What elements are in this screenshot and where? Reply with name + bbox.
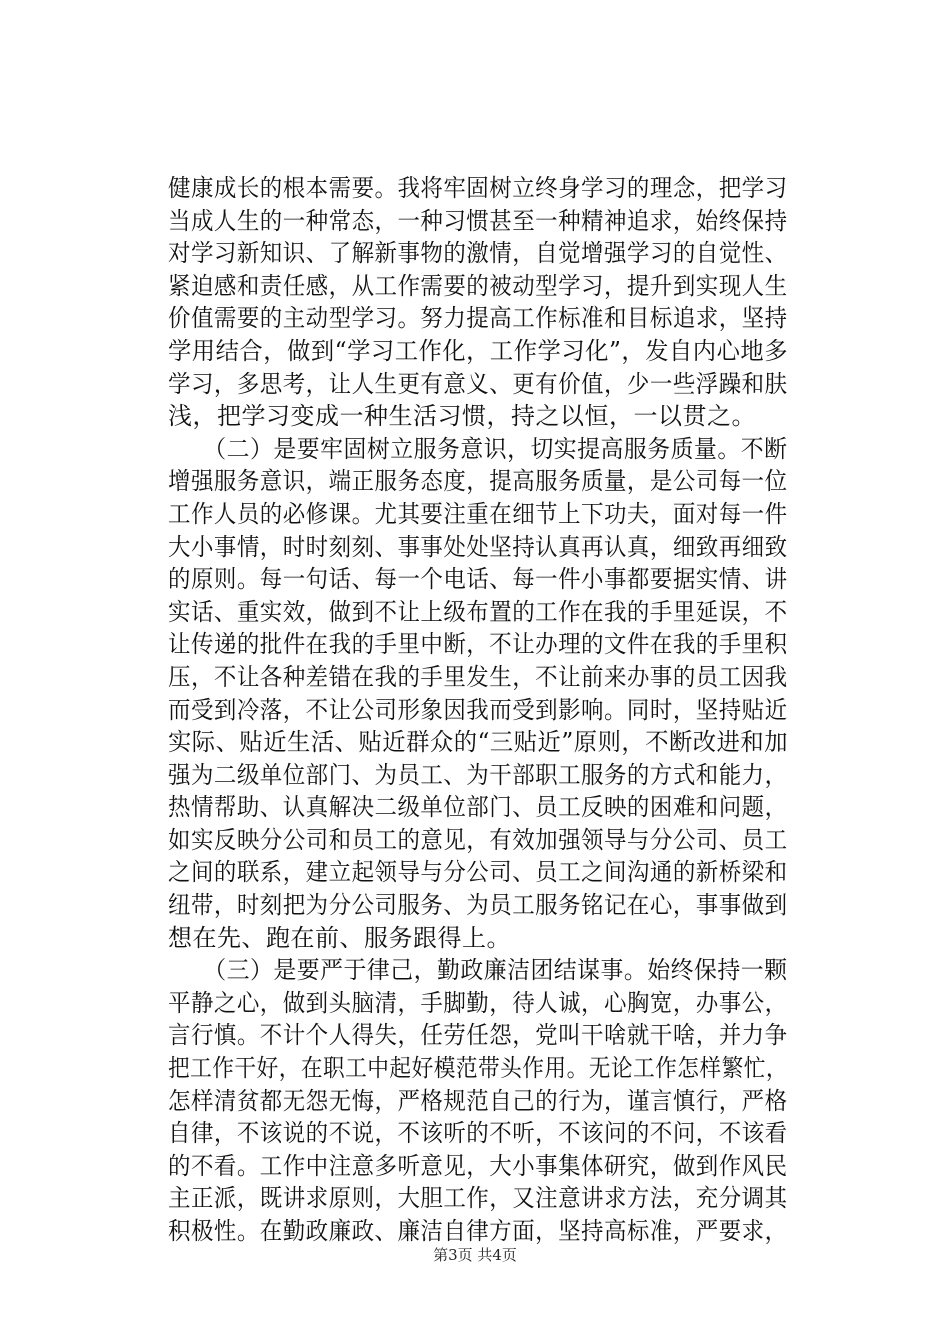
- text-line: 积极性。在勤政廉政、廉洁自律方面，坚持高标准，严要求，: [168, 1217, 788, 1245]
- text-line: 自律，不该说的不说，不该听的不听，不该问的不问，不该看: [168, 1119, 788, 1148]
- text-line: 主正派，既讲求原则，大胆工作，又注意讲求方法，充分调其: [168, 1184, 788, 1213]
- text-line: 热情帮助、认真解决二级单位部门、员工反映的困难和问题，: [168, 793, 788, 822]
- document-body: [168, 172, 788, 1248]
- text-line: 实话、重实效，做到不让上级布置的工作在我的手里延误，不: [168, 597, 788, 626]
- text-line: 强为二级单位部门、为员工、为干部职工服务的方式和能力，: [168, 760, 788, 789]
- text-line: 怎样清贫都无怨无悔，严格规范自己的行为，谨言慎行，严格: [168, 1086, 788, 1115]
- text-line: 对学习新知识、了解新事物的激情，自觉增强学习的自觉性、: [168, 239, 788, 268]
- text-line: 工作人员的必修课。尤其要注重在细节上下功夫，面对每一件: [168, 499, 788, 528]
- text-line: 让传递的批件在我的手里中断，不让办理的文件在我的手里积: [168, 630, 788, 659]
- text-line: 把工作干好，在职工中起好模范带头作用。无论工作怎样繁忙，: [168, 1054, 789, 1083]
- text-line: 价值需要的主动型学习。努力提高工作标准和目标追求，坚持: [168, 304, 788, 333]
- text-line: 的不看。工作中注意多听意见，大小事集体研究，做到作风民: [168, 1151, 788, 1180]
- text-line: 学习，多思考，让人生更有意义、更有价值，少一些浮躁和肤: [168, 369, 788, 398]
- page-footer: 第3页 共4页: [433, 1246, 517, 1264]
- text-line: 当成人生的一种常态，一种习惯甚至一种精神追求，始终保持: [168, 206, 788, 235]
- text-line: （三）是要严于律己，勤政廉洁团结谋事。始终保持一颗: [168, 956, 788, 985]
- text-line: 言行慎。不计个人得失，任劳任怨，党叫干啥就干啥，并力争: [168, 1021, 788, 1050]
- text-line: 健康成长的根本需要。我将牢固树立终身学习的理念，把学习: [168, 174, 788, 202]
- text-line: 增强服务意识，端正服务态度，提高服务质量，是公司每一位: [168, 467, 788, 496]
- text-line: 的原则。每一句话、每一个电话、每一件小事都要据实情、讲: [168, 565, 788, 594]
- text-line: 紧迫感和责任感，从工作需要的被动型学习，提升到实现人生: [168, 271, 788, 300]
- text-line: （二）是要牢固树立服务意识，切实提高服务质量。不断: [168, 434, 788, 463]
- text-line: 实际、贴近生活、贴近群众的“三贴近”原则，不断改进和加: [168, 728, 789, 757]
- text-line: 而受到冷落，不让公司形象因我而受到影响。同时，坚持贴近: [168, 695, 788, 724]
- text-line: 想在先、跑在前、服务跟得上。: [168, 923, 511, 952]
- text-line: 压，不让各种差错在我的手里发生，不让前来办事的员工因我: [168, 662, 788, 691]
- text-line: 如实反映分公司和员工的意见，有效加强领导与分公司、员工: [168, 825, 788, 854]
- text-line: 平静之心，做到头脑清，手脚勤，待人诚，心胸宽，办事公，: [168, 988, 788, 1017]
- text-line: 大小事情，时时刻刻、事事处处坚持认真再认真，细致再细致: [168, 532, 788, 561]
- text-line: 纽带，时刻把为分公司服务、为员工服务铭记在心，事事做到: [168, 891, 788, 920]
- text-line: 学用结合，做到“学习工作化，工作学习化”，发自内心地多: [168, 336, 789, 365]
- text-line: 之间的联系，建立起领导与分公司、员工之间沟通的新桥梁和: [168, 858, 788, 887]
- text-line: 浅，把学习变成一种生活习惯，持之以恒，一以贯之。: [168, 402, 756, 431]
